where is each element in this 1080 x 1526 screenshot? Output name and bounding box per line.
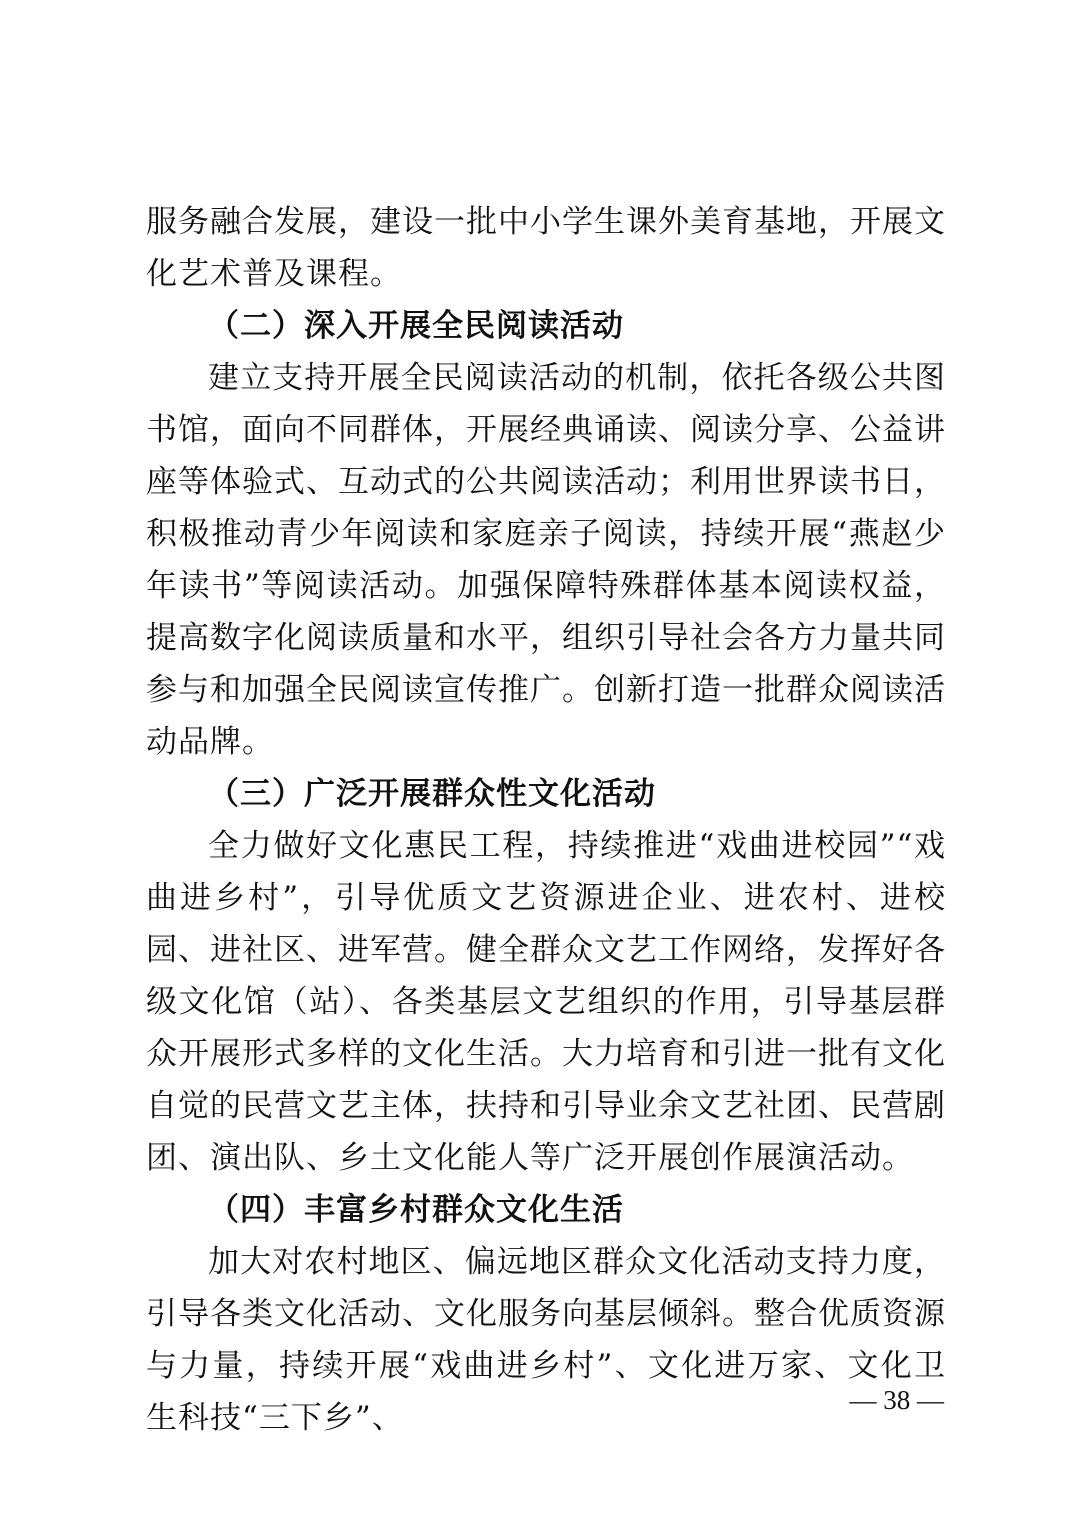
continuation-paragraph: 服务融合发展，建设一批中小学生课外美育基地，开展文化艺术普及课程。: [146, 204, 946, 292]
section-heading-3: （三）广泛开展群众性文化活动: [208, 776, 656, 812]
section-heading-4: （四）丰富乡村群众文化生活: [208, 1192, 624, 1228]
section-body-4: 加大对农村地区、偏远地区群众文化活动支持力度，引导各类文化活动、文化服务向基层倾斜。整合优质资源与力量，持续开展“戏曲进乡村”、文化进万家、文化卫生科技“三下乡”、: [146, 1244, 946, 1436]
section-body-3: 全力做好文化惠民工程，持续推进“戏曲进校园”“戏曲进乡村”，引导优质文艺资源进企业、进农村、进校园、进社区、进军营。健全群众文艺工作网络，发挥好各级文化馆（站）、各类基层文艺组织的作用，引导基层群众开展形式多样的文化生活。大力培育和引进一批有文化自觉的民营文艺主体，扶持和引导业余文艺社团、民营剧团、演出队、乡土文化能人等广泛开展创作展演活动。: [146, 828, 946, 1176]
section-heading-2: （二）深入开展全民阅读活动: [208, 308, 624, 344]
section-body-2: 建立支持开展全民阅读活动的机制，依托各级公共图书馆，面向不同群体，开展经典诵读、阅读分享、公益讲座等体验式、互动式的公共阅读活动；利用世界读书日，积极推动青少年阅读和家庭亲子阅读，持续开展“燕赵少年读书”等阅读活动。加强保障特殊群体基本阅读权益，提高数字化阅读质量和水平，组织引导社会各方力量共同参与和加强全民阅读宣传推广。创新打造一批群众阅读活动品牌。: [146, 360, 946, 760]
document-body: [146, 196, 946, 1444]
page-number: — 38 —: [849, 1385, 944, 1415]
